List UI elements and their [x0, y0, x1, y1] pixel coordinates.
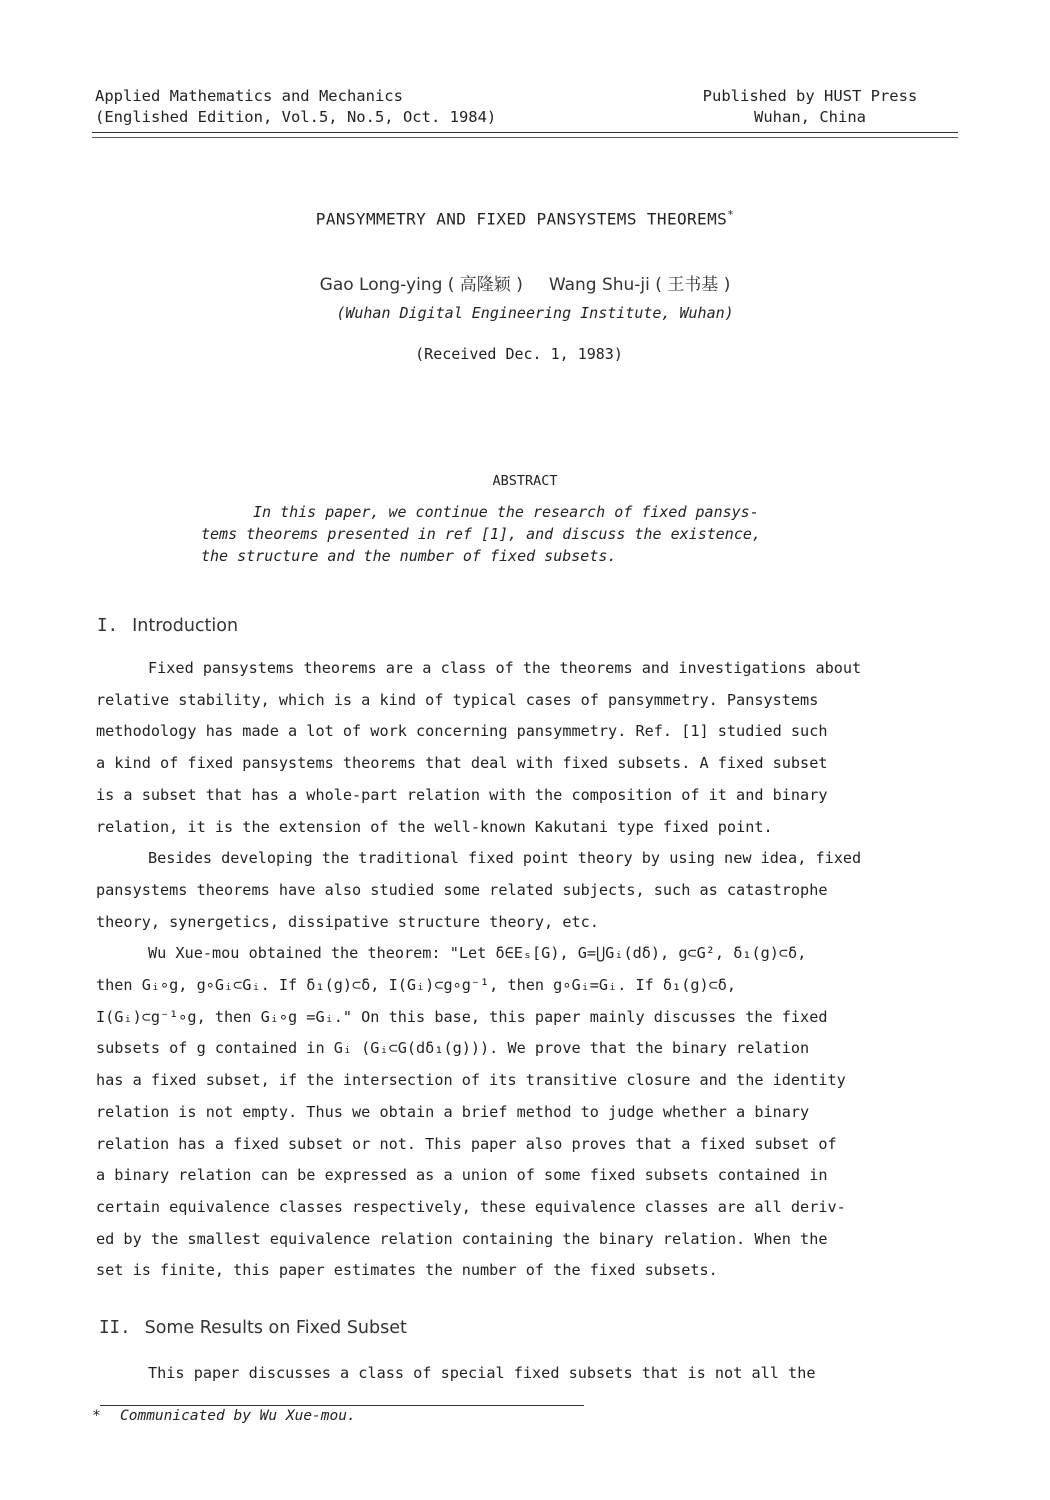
received-date: (Received Dec. 1, 1983)	[415, 345, 623, 363]
journal-info	[95, 86, 496, 128]
footnote-marker: *	[92, 1408, 101, 1424]
text-line: a binary relation can be expressed as a union of some fixed subsets contained in	[96, 1166, 828, 1185]
header-rule	[92, 132, 958, 133]
footnote-rule	[100, 1405, 584, 1406]
text-line: Besides developing the traditional fixed point theory by using new idea, fixed	[148, 849, 862, 868]
text-line: methodology has made a lot of work concerning pansymmetry. Ref. [1] studied such	[96, 722, 828, 741]
journal-name: Applied Mathematics and Mechanics	[95, 87, 403, 105]
abstract-line: tems theorems presented in ref [1], and discuss the existence,	[201, 525, 761, 543]
text-line: Wu Xue-mou obtained the theorem: "Let δ∈Eₛ[G), G=⋃Gᵢ(dδ), g⊂G², δ₁(g)⊂δ,	[148, 944, 807, 963]
text-line: Fixed pansystems theorems are a class of the theorems and investigations about	[148, 659, 862, 677]
abstract-body	[201, 501, 851, 567]
introduction-body	[96, 653, 966, 1287]
text-line: relation, it is the extension of the well-known Kakutani type fixed point.	[96, 817, 773, 836]
text-line: I(Gᵢ)⊂g⁻¹∘g, then Gᵢ∘g =Gᵢ." On this base, this paper mainly discusses the fixed	[96, 1007, 828, 1026]
text-line: theory, synergetics, dissipative structure theory, etc.	[96, 912, 599, 931]
text-line: ed by the smallest equivalence relation containing the binary relation. When the	[96, 1229, 828, 1248]
text-line: certain equivalence classes respectively, these equivalence classes are all deriv-	[96, 1197, 846, 1216]
header-rule-thin	[92, 137, 958, 138]
section-title: Some Results on Fixed Subset	[144, 1318, 407, 1338]
section-heading-introduction	[97, 616, 238, 636]
publisher-name: Published by HUST Press	[702, 87, 918, 105]
journal-edition: (Englished Edition, Vol.5, No.5, Oct. 1984)	[95, 108, 497, 126]
publisher-info	[690, 86, 930, 128]
title-footnote-mark: *	[727, 208, 735, 221]
affiliation: (Wuhan Digital Engineering Institute, Wuhan)	[336, 304, 734, 322]
author-gao: Gao Long-ying ( 高隆颖 )	[319, 275, 523, 295]
text-line: subsets of g contained in Gᵢ (Gᵢ⊂G(dδ₁(g))). We prove that the binary relation	[96, 1039, 810, 1058]
section-number: II.	[99, 1318, 131, 1338]
section-title: Introduction	[132, 616, 239, 636]
section2-body	[96, 1358, 966, 1390]
text-line: This paper discusses a class of special fixed subsets that is not all the	[148, 1364, 816, 1382]
section-number: I.	[97, 616, 119, 636]
abstract-line: In this paper, we continue the research of fixed pansys-	[253, 503, 759, 521]
text-line: pansystems theorems have also studied some related subjects, such as catastrophe	[96, 880, 828, 899]
paper-title	[0, 208, 1050, 228]
section-heading-results	[99, 1318, 407, 1338]
text-line: relation is not empty. Thus we obtain a brief method to judge whether a binary	[96, 1102, 810, 1121]
publisher-location: Wuhan, China	[754, 108, 866, 126]
footnote-text: Communicated by Wu Xue-mou.	[120, 1408, 356, 1424]
author-wang: Wang Shu-ji ( 王书基 )	[548, 275, 731, 295]
author-list	[0, 270, 1050, 295]
title-text: PANSYMMETRY AND FIXED PANSYSTEMS THEOREMS	[315, 209, 728, 229]
text-line: relative stability, which is a kind of typical cases of pansymmetry. Pansystems	[96, 690, 819, 709]
text-line: is a subset that has a whole-part relation with the composition of it and binary	[96, 785, 828, 804]
footnote	[92, 1408, 356, 1424]
text-line: then Gᵢ∘g, g∘Gᵢ⊂Gᵢ. If δ₁(g)⊂δ, I(Gᵢ)⊂g∘g⁻¹, then g∘Gᵢ=Gᵢ. If δ₁(g)⊂δ,	[96, 976, 737, 995]
abstract-heading: ABSTRACT	[492, 473, 558, 489]
text-line: a kind of fixed pansystems theorems that deal with fixed subsets. A fixed subset	[96, 754, 828, 773]
text-line: relation has a fixed subset or not. This paper also proves that a fixed subset of	[96, 1134, 837, 1153]
abstract-line: the structure and the number of fixed subsets.	[201, 547, 617, 565]
text-line: has a fixed subset, if the intersection of its transitive closure and the identity	[96, 1071, 846, 1090]
text-line: set is finite, this paper estimates the number of the fixed subsets.	[96, 1261, 718, 1280]
